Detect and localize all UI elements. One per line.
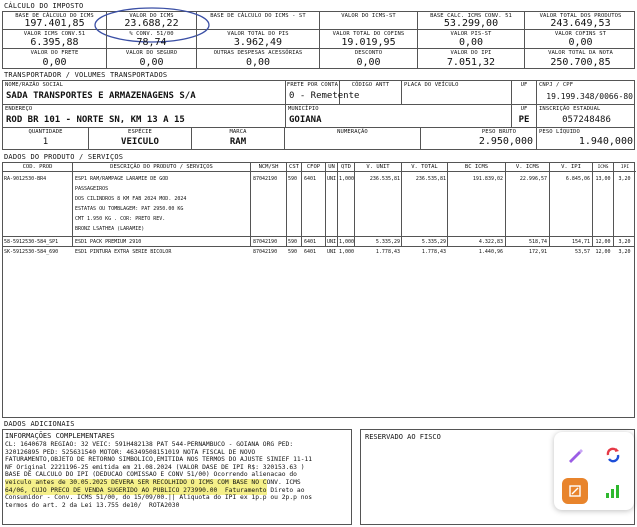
cell-cst: 590 xyxy=(288,249,298,255)
signal-bars-icon[interactable] xyxy=(600,478,626,504)
transport-row-2 xyxy=(2,105,635,128)
peso-liquido-cell xyxy=(537,128,636,149)
cell-cod: 58-5912530-584_SP1 xyxy=(4,239,59,245)
valor-icms-conv51-value: 6.395,88 xyxy=(30,37,79,48)
valor-pis-st-cell xyxy=(418,30,525,48)
cell-vicms: 518,74 xyxy=(528,239,547,245)
valor-icms-conv51-cell xyxy=(3,30,107,48)
cell-aliq-icms: 13,00 xyxy=(595,176,611,182)
col-header-vtotal: V. TOTAL xyxy=(402,163,448,172)
antt-cell xyxy=(340,81,402,104)
cell-vipi: 6.845,06 xyxy=(565,176,590,182)
section-title-produtos: DADOS DO PRODUTO / SERVIÇOS xyxy=(4,153,124,161)
frete-label: FRETE POR CONTA xyxy=(286,82,339,88)
cell-cfop: 6401 xyxy=(304,249,317,255)
cnpj-cell xyxy=(537,81,636,104)
valor-frete-cell xyxy=(3,49,107,68)
tax-row-2 xyxy=(2,30,635,49)
valor-seguro-cell xyxy=(107,49,197,68)
valor-icms-value: 23.688,22 xyxy=(124,18,179,29)
cell-desc-line: ESTATAS OU TOMBLAGEM: PAT 2950.00 KG xyxy=(75,206,184,212)
quantidade-cell xyxy=(3,128,89,149)
especie-label: ESPÉCIE xyxy=(128,129,152,135)
base-conv51-value: 53.299,00 xyxy=(443,18,499,29)
outras-despesas-value: 0,00 xyxy=(245,57,271,68)
info-line-highlighted: veiculo antes de 30.05.2025 DEVERA SER RECOLHIDO O ICMS COM BASE NO CONV. ICMS xyxy=(5,479,301,486)
peso-bruto-label: PESO BRUTO xyxy=(481,129,516,135)
col-header-vipi: V. IPI xyxy=(550,163,593,172)
col-header-bcicms: BC ICMS xyxy=(448,163,506,172)
info-complementares-box xyxy=(2,429,352,525)
base-conv51-label: BASE CALC. ICMS CONV. 51 xyxy=(430,13,512,19)
document-app-icon[interactable] xyxy=(562,478,588,504)
uf-cell xyxy=(512,105,537,127)
info-line: CL: 1640678 REGIAO: 32 VEIC: 591H482138 PAT 544-PERNAMBUCO - GOIANA ORG PED: xyxy=(5,441,294,448)
cell-aliq-ipi: 3,20 xyxy=(618,249,631,255)
marca-label: MARCA xyxy=(229,129,247,135)
info-line-highlighted: 64/06, CUJO PRECO DE VENDA SUGERIDO AO PUBLICO 273990.00 Faturamento Direto ao xyxy=(5,486,305,494)
base-calculo-st-label: BASE DE CÁLCULO DO ICMS - ST xyxy=(210,13,306,19)
placa-label: PLACA DO VEÍCULO xyxy=(404,82,459,88)
section-title-calculo: CÁLCULO DO IMPOSTO xyxy=(4,2,84,10)
base-calculo-icms-value: 197.401,85 xyxy=(24,18,85,29)
reservado-fisco-label: RESERVADO AO FISCO xyxy=(365,433,441,441)
perc-conv51-cell xyxy=(107,30,197,48)
info-line: NF Original 2221196-25 emitida em 21.08.2024 (VALOR DASE DE IPI R$: 320153.63 ) xyxy=(5,463,305,471)
valor-seguro-value: 0,00 xyxy=(139,57,164,68)
desconto-label: DESCONTO xyxy=(354,50,383,56)
cell-ncm: 87042190 xyxy=(253,176,278,182)
cell-un: UNI xyxy=(327,176,337,182)
info-line: 320126895 PED: 525631540 MOTOR: 46349508151019 NOTA FISCAL DE NOVO xyxy=(5,448,256,456)
col-header-cod: COD. PROD xyxy=(3,163,73,172)
cnpj-value: 19.199.348/0066-80 xyxy=(546,92,633,101)
section-title-adicionais: DADOS ADICIONAIS xyxy=(4,420,75,428)
valor-seguro-label: VALOR DO SEGURO xyxy=(125,50,178,56)
col-header-vunit: V. UNIT xyxy=(355,163,402,172)
valor-icms-conv51-label: VALOR ICMS CONV.51 xyxy=(23,31,86,37)
cell-vipi: 53,57 xyxy=(574,249,590,255)
endereco-value: ROD BR 101 - NORTE SN, KM 13 A 15 xyxy=(6,115,185,125)
outras-despesas-cell xyxy=(197,49,320,68)
municipio-cell xyxy=(286,105,512,127)
base-calculo-icms-label: BASE DE CÁLCULO DO ICMS xyxy=(15,13,94,19)
marca-cell xyxy=(192,128,285,149)
info-complementares-label: INFORMAÇÕES COMPLEMENTARES xyxy=(5,432,115,440)
cell-vunit: 1.778,43 xyxy=(375,249,400,255)
uf-placa-label: UF xyxy=(520,82,528,88)
cell-ncm: 87042190 xyxy=(253,249,278,255)
valor-ipi-label: VALOR DO IPI xyxy=(450,50,492,56)
uf-value: PE xyxy=(518,115,530,125)
sync-icon[interactable] xyxy=(600,442,626,468)
cell-cst: 590 xyxy=(288,176,298,182)
cell-desc-line: CMT 1.950 KG . COR: PRETO REV. xyxy=(75,216,166,222)
uf-label: UF xyxy=(520,106,528,112)
cell-vunit: 5.335,29 xyxy=(375,239,400,245)
numeracao-label: NUMERAÇÃO xyxy=(337,129,368,135)
transport-row-3 xyxy=(2,128,635,150)
col-header-aliq-icms: ICMS xyxy=(593,163,614,172)
endereco-cell xyxy=(3,105,286,127)
nome-value: SADA TRANSPORTES E ARMAZENAGENS S/A xyxy=(6,91,196,101)
valor-pis-st-value: 0,00 xyxy=(458,37,484,48)
valor-ipi-value: 7.051,32 xyxy=(446,57,496,68)
cell-bcicms: 191.839,02 xyxy=(472,176,503,182)
cell-vtotal: 1.778,43 xyxy=(421,249,446,255)
cell-desc-line: DOS CILINDROS 8 KM FAB 2024 MOD. 2024 xyxy=(75,196,187,202)
cell-bcicms: 1.440,96 xyxy=(478,249,503,255)
valor-cofins-st-value: 0,00 xyxy=(568,37,593,48)
endereco-label: ENDEREÇO xyxy=(5,106,33,112)
cell-cfop: 6401 xyxy=(304,176,317,182)
cell-cod: SK-5912530-584_690 xyxy=(4,249,59,255)
valor-icms-st-label: VALOR DO ICMS-ST xyxy=(341,13,396,19)
cell-aliq-icms: 12,00 xyxy=(595,239,611,245)
col-header-vicms: V. ICMS xyxy=(506,163,550,172)
valor-icms-st-cell xyxy=(320,12,418,29)
cell-desc-line: ESP1 RAM/RAMPAGE LARAMIE DE GOD xyxy=(75,176,169,182)
cell-qtd: 1,000 xyxy=(339,176,355,182)
cell-vicms: 22.996,57 xyxy=(519,176,547,182)
valor-cofins-st-cell xyxy=(525,30,636,48)
desconto-cell xyxy=(320,49,418,68)
valor-icms-label: VALOR DO ICMS xyxy=(129,13,174,19)
cell-desc-line: ESD1 PINTURA EXTRA SERIE BICOLOR xyxy=(75,249,172,255)
col-header-ncm: NCM/SH xyxy=(251,163,287,172)
valor-cofins-st-label: VALOR COFINS ST xyxy=(554,31,607,37)
cell-vicms: 172,91 xyxy=(528,249,547,255)
ie-cell xyxy=(537,105,636,127)
col-header-cfop: CFOP xyxy=(302,163,326,172)
base-calculo-st-cell xyxy=(197,12,320,29)
peso-bruto-value: 2.950,000 xyxy=(478,136,533,147)
frete-value: 0 - Remetente xyxy=(289,91,360,101)
cell-desc-line: PASSAGEIROS xyxy=(75,186,109,192)
desconto-value: 0,00 xyxy=(356,57,381,68)
cell-cod: RA-9012530-BR4 xyxy=(4,176,47,182)
quantidade-label: QUANTIDADE xyxy=(28,129,63,135)
cell-desc-line: ESD1 PACK PREMIUM 2910 xyxy=(75,239,142,245)
cell-aliq-icms: 12,00 xyxy=(595,249,611,255)
cell-cfop: 6401 xyxy=(304,239,317,245)
especie-value: VEICULO xyxy=(121,137,159,147)
col-header-un: UN xyxy=(326,163,338,172)
perc-conv51-value: 78,74 xyxy=(136,37,167,48)
pen-icon[interactable] xyxy=(562,442,588,468)
peso-liquido-value: 1.940,000 xyxy=(578,136,633,147)
valor-pis-cell xyxy=(197,30,320,48)
base-conv51-cell xyxy=(418,12,525,29)
cell-qtd: 1,000 xyxy=(339,239,355,245)
valor-total-nota-cell xyxy=(525,49,636,68)
valor-cofins-label: VALOR TOTAL DO COFINS xyxy=(332,31,405,37)
cell-aliq-ipi: 3,20 xyxy=(618,239,631,245)
valor-pis-st-label: VALOR PIS-ST xyxy=(450,31,492,37)
especie-cell xyxy=(89,128,192,149)
ie-value: 057248486 xyxy=(562,115,611,125)
frete-cell xyxy=(286,81,360,104)
tax-row-3 xyxy=(2,49,635,69)
uf-placa-cell xyxy=(512,81,537,104)
col-header-aliq-ipi: IPI xyxy=(614,163,636,172)
antt-label: CÓDIGO ANTT xyxy=(351,82,390,88)
outras-despesas-label: OUTRAS DESPESAS ACESSÓRIAS xyxy=(213,50,303,56)
valor-total-produtos-value: 243.649,53 xyxy=(550,18,611,29)
cell-vunit: 236.535,81 xyxy=(369,176,400,182)
cell-cst: 590 xyxy=(288,239,298,245)
valor-total-produtos-cell xyxy=(525,12,636,29)
valor-frete-value: 0,00 xyxy=(42,57,67,68)
cell-vipi: 154,71 xyxy=(571,239,590,245)
quantidade-value: 1 xyxy=(42,137,49,147)
transport-row-1 xyxy=(2,80,635,105)
products-table xyxy=(2,162,635,418)
valor-total-nota-value: 250.700,85 xyxy=(550,57,611,68)
info-line: FATURAMENTO,OBJETO DE RETORNO SIMBOLICO,EMITIDA NOS TERMOS DO AJUSTE SINIEF 11-11 xyxy=(5,456,313,464)
info-line: termos do art. 2 da Lei 13.755 de10/ ROTA2030 xyxy=(5,501,180,509)
cell-aliq-ipi: 3,20 xyxy=(618,176,631,182)
valor-total-produtos-label: VALOR TOTAL DOS PRODUTOS xyxy=(539,13,622,19)
cell-vtotal: 5.335,29 xyxy=(421,239,446,245)
valor-cofins-cell xyxy=(320,30,418,48)
floating-toolbar xyxy=(554,432,634,510)
info-line: BASE DE CALCULO DO IPI (DEDUCAO COMISSAO E CONV 51/00) Ocorrendo alienacao do xyxy=(5,471,297,479)
cnpj-label: CNPJ / CPF xyxy=(539,82,574,88)
valor-ipi-cell xyxy=(418,49,525,68)
cell-un: UNI xyxy=(327,239,337,245)
nome-label: NOME/RAZÃO SOCIAL xyxy=(5,82,63,88)
peso-liquido-label: PESO LÍQUIDO xyxy=(539,129,580,135)
numeracao-cell xyxy=(285,128,421,149)
cell-un: UNI xyxy=(327,249,337,255)
valor-pis-value: 3.962,49 xyxy=(233,37,283,48)
cell-bcicms: 4.322,83 xyxy=(478,239,503,245)
valor-cofins-value: 19.019,95 xyxy=(341,37,396,48)
cell-qtd: 1,000 xyxy=(339,249,355,255)
table-row xyxy=(3,246,634,256)
nome-cell xyxy=(3,81,286,104)
marca-value: RAM xyxy=(229,137,247,147)
section-title-transportador: TRANSPORTADOR / VOLUMES TRANSPORTADOS xyxy=(4,71,168,79)
col-header-qtd: QTD xyxy=(338,163,355,172)
col-header-descricao: DESCRIÇÃO DO PRODUTO / SERVIÇOS xyxy=(73,163,251,172)
valor-pis-label: VALOR TOTAL DO PIS xyxy=(227,31,289,37)
cell-ncm: 87042190 xyxy=(253,239,278,245)
cell-vtotal: 236.535,81 xyxy=(415,176,446,182)
municipio-label: MUNICÍPIO xyxy=(288,106,319,112)
ie-label: INSCRIÇÃO ESTADUAL xyxy=(539,106,601,112)
table-row xyxy=(3,236,634,246)
placa-cell xyxy=(402,81,512,104)
info-line: Consumidor - Conv. ICMS 51/00, do 15/09/00.|| Aliquota do IPI ex 1p.p ou 2p.p nos xyxy=(5,494,313,502)
cell-desc-line: BRONZ LSATHEA (LARAMIE) xyxy=(75,226,145,232)
peso-bruto-cell xyxy=(421,128,537,149)
col-header-cst: CST xyxy=(287,163,302,172)
perc-conv51-label: % CONV. 51/00 xyxy=(129,31,174,37)
valor-frete-label: VALOR DO FRETE xyxy=(30,50,79,56)
municipio-value: GOIANA xyxy=(289,115,322,125)
valor-total-nota-label: VALOR TOTAL DA NOTA xyxy=(548,50,613,56)
